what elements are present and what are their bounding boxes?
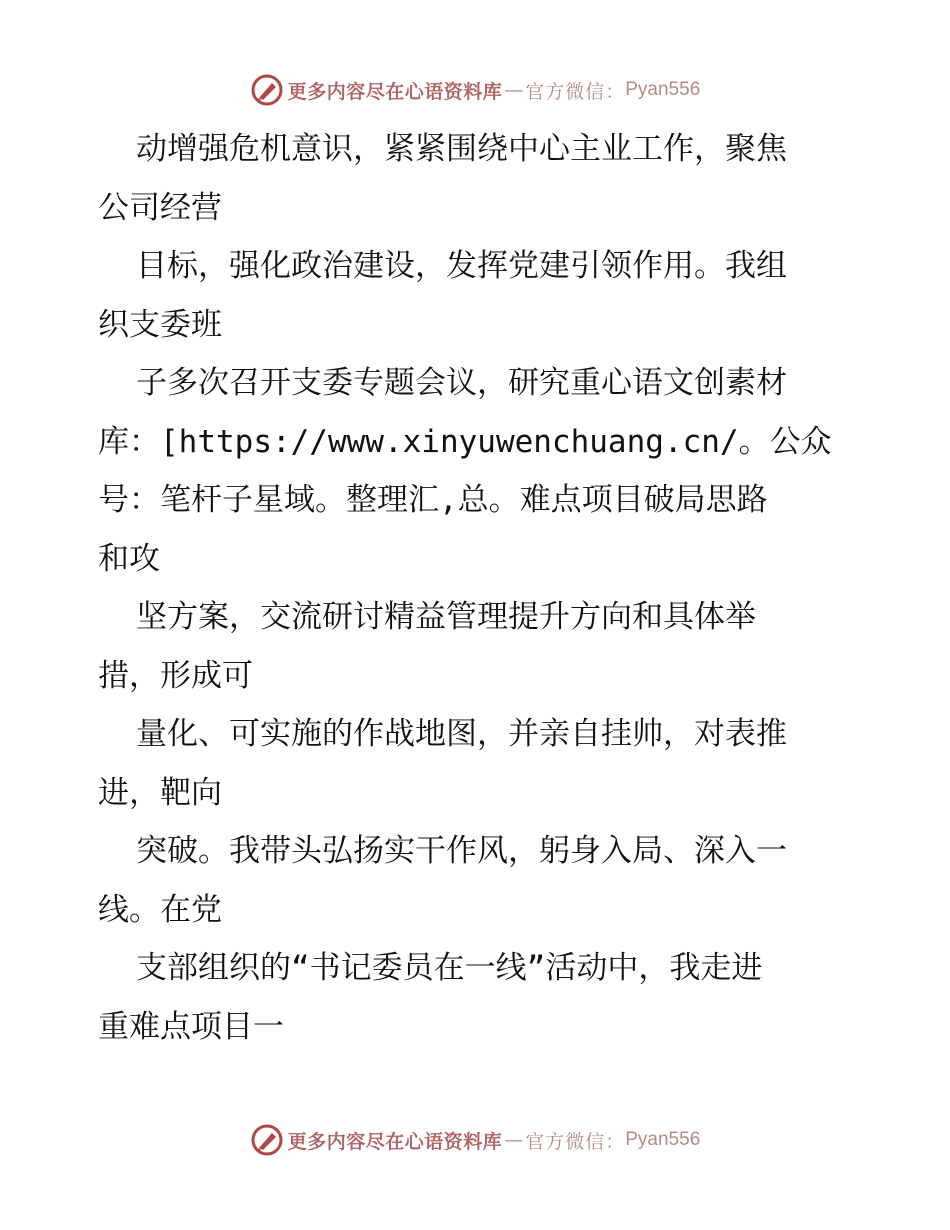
body-line: 重难点项目一 <box>98 1008 284 1045</box>
body-line: 和攻 <box>98 540 160 577</box>
header-wechat-label: 官方微信： <box>525 80 626 103</box>
body-line: 子多次召开支委专题会议，研究重心语文创素材 <box>136 365 787 401</box>
body-line: 进，靶向 <box>98 774 222 811</box>
body-line: 库：[https://www.xinyuwenchuang.cn/。公众 <box>98 423 832 460</box>
document-body <box>98 120 858 1056</box>
header-watermark <box>0 70 950 110</box>
body-line: 量化、可实施的作战地图，并亲自挂帅，对表推 <box>136 716 787 752</box>
body-line: 措，形成可 <box>98 657 253 694</box>
header-brand-text: 更多内容尽在心语资料库 <box>287 80 503 103</box>
body-line: 目标，强化政治建设，发挥党建引领作用。我组 <box>136 248 787 284</box>
footer-watermark <box>0 1120 950 1160</box>
header-dash: — <box>504 79 524 101</box>
body-line: 突破。我带头弘扬实干作风，躬身入局、深入一 <box>136 833 787 869</box>
body-line: 织支委班 <box>98 306 222 343</box>
footer-wechat-id: Pyan556 <box>625 1129 701 1150</box>
footer-wechat-label: 官方微信： <box>525 1130 626 1153</box>
body-line: 线。在党 <box>98 891 222 928</box>
body-line: 支部组织的“书记委员在一线”活动中，我走进 <box>136 950 763 986</box>
header-wechat-id: Pyan556 <box>625 79 701 100</box>
footer-dash: — <box>504 1129 524 1151</box>
body-line: 动增强危机意识，紧紧围绕中心主业工作，聚焦 <box>136 131 787 167</box>
footer-brand-text: 更多内容尽在心语资料库 <box>287 1130 503 1153</box>
pen-logo-icon <box>250 1123 284 1157</box>
body-line: 号：笔杆子星域。整理汇,总。难点项目破局思路 <box>98 482 768 518</box>
body-line: 公司经营 <box>98 189 222 226</box>
pen-logo-icon <box>250 73 284 107</box>
body-line: 坚方案，交流研讨精益管理提升方向和具体举 <box>136 599 756 635</box>
